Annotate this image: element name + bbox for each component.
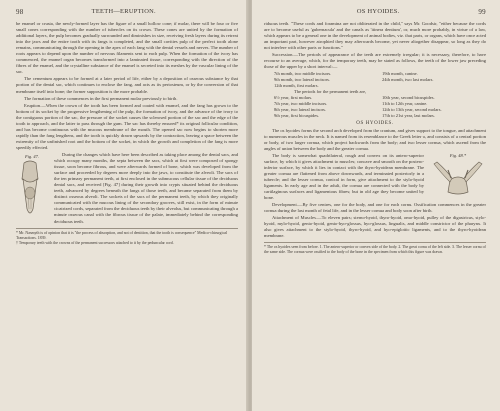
paragraph: be enamel or crusta, the newly-formed layer has the figure of a small hollow cone; if molar, there will be four or five small cones corresponding with the number of tubercles on its crown. These cones are united by the formation of additional layers, the pulp becomes gradually surrounded and diminishes in size, receiving fresh layers during its retreat into the jaws and the entire tooth with its fangs is completed, and the small cavities pulp of the perfect tooth alone remains, communicating through the opening in the apex of each fang with the dental vessels and nerves. The number of roots appears to depend upon the number of nervous filaments sent to each pulp. When the formation of the ivory has commenced, the enamel organ becomes transformed into a laminated tissue, corresponding with the direction of the fibres of the enamel, and the crystalline substance of the enamel is secreted into its meshes by the vascular lining of the sac.	[16, 21, 238, 75]
right-running-head: OS HYOIDES.	[356, 8, 400, 15]
left-running-head: TEETH—ERUPTION.	[91, 8, 156, 15]
figure-47	[16, 154, 48, 221]
paragraph: Succession.—The periods of appearance of the teeth are extremely irregular; it is necessary, therefore, to have recourse to an average, which, for the temporary teeth, may be stated as follows, the teeth of the lower jaw preceding those of the upper by a short interval:—	[264, 52, 486, 70]
period-cell: 19th month, canine.	[382, 71, 418, 77]
period-row	[274, 113, 486, 119]
period-cell: 11th to 12th year, canine.	[382, 100, 428, 106]
right-body-text	[264, 21, 486, 239]
paragraph: The body is somewhat quadrilateral, rough and convex on its antero-superior surface, by which it gives attachment to muscles; concave and smooth on the postero-inferior surface, by which it lies in contact with the thyro-hyoidean membrane. The greater cornua are flattened from above downwards, and terminated posteriorly in a tubercle; and the lesser cornua, conical in form, give attachment to the stylo-hyoid ligaments. In early age and in the adult, the cornua are connected with the body by cartilaginous surfaces and ligamentous fibres; but in old age they become united by bone.	[264, 152, 424, 201]
left-footnotes	[16, 228, 238, 246]
hyoid-bone-illustration	[430, 158, 486, 198]
paragraph: Eruption.—When the crown of the tooth has been formed and coated with enamel, and the fang has grown to the bottom of its socket by the progressive lengthening of the pulp, the formation of ivory, and the advance of the ivory to the contiguous portion of the sac, the pressure of the socket causes the sclerosed portion of the sac and the edge of the tooth to approach, and the latter to pass through the gum. The sac has thereby ensured* its original follicular condition, and has become continuous with the mucous membrane of the mouth. The opened sac now begins to shorten more rapidly than the fang lengthens, and the tooth is quickly drawn upwards by the contraction, leaving a space between the extremity of the unfinished root and the bottom of the socket, in which the growth and completion of the fang is more speedily effected.	[16, 102, 238, 150]
figure-47-label: Fig. 47.	[24, 153, 40, 159]
paragraph: Development.—By five centres, one for the body, and one for each cornu. Ossification commences in the greater cornua during the last month of fetal life, and in the lesser cornua and body soon after birth.	[264, 202, 486, 214]
paragraph: The formation of these commences in the first permanent molar previously to birth.	[24, 95, 178, 101]
right-page	[252, 0, 500, 411]
left-page	[0, 0, 248, 411]
period-cell: 17th to 21st year, last molars.	[382, 112, 435, 118]
left-running-header	[16, 8, 238, 16]
right-running-header	[264, 8, 486, 16]
period-cell: 7th month, two middle incisors.	[274, 71, 332, 77]
tooth-illustration	[16, 159, 44, 221]
period-cell: 9th month, two lateral incisors.	[274, 77, 330, 83]
figure-48-label: Fig. 48.*	[449, 152, 467, 158]
period-cell: 7th year, two middle incisors.	[274, 100, 328, 106]
footnote: † Temporary teeth with the crowns of the permanent successors attached to it by the peduncular cord.	[16, 240, 174, 245]
period-cell: 10th year, second bicuspides.	[382, 95, 435, 100]
period-cell: 12th month, first molars.	[274, 83, 319, 89]
right-footnote: * The os hyoides seen from before. 1. The antero-superior or convex side of the body. 2. The great cornu of the left side. 3. The lesser cornu of the same side. The cornua were ossified to the body of the bone in the specimen from which this figure was drawn.	[264, 242, 486, 255]
permanent-periods-intro: The periods for the permanent teeth are,	[294, 89, 367, 95]
period-cell: 12th to 13th year, second molars.	[382, 106, 442, 112]
temporary-teeth-periods	[274, 71, 486, 118]
right-page-number: 99	[478, 8, 486, 16]
footnote: * Mr. Nasmyth is of opinion that it is "the process of absorption, and not of dentition, that the tooth is consequence" Medico-chirurgical Transactions. 1839.	[16, 230, 228, 240]
paragraph: The cementum appears to be formed at a later period of life, either by a deposition of osseous substance by that portion of the dental sac, which continues to enclose the fang, and acts as its periosteum, or by the conversion of that membrane itself into bone; the former supposition is the more probable.	[16, 76, 238, 94]
period-cell: 8th year, two lateral incisors.	[274, 106, 327, 112]
period-cell: 24th month, two last molars.	[382, 77, 434, 83]
left-page-number: 98	[16, 8, 24, 16]
left-body-text	[16, 21, 238, 225]
period-cell: 6½ year, first molars.	[274, 95, 313, 100]
figure-48	[430, 153, 486, 198]
paragraph: During the changes which have here been described as taking place among the dental sacs, and which occupy many months, the septa between the sacs, which at first were composed of spongy tissue, soon become fibrous, and were afterwards formed of bone, which was developed from the surface and proceeded by degrees more deeply into the jaws, to constitute the alveoli. The sacs of the ten primary permanent teeth, at first enclosed in the submucous cellular tissue of the deciduous dental sacs, and received [Fig. 47] during their growth into crypts situated behind the deciduous teeth, advanced by degrees beneath the fangs of those teeth, and became separated from them by distinct osseous alveoli. The sockets of the sacs of the permanent teeth, by which they originally communicated with the mucous lining of the secondary grooves, still exist, in the form of minute cicatrized cords, separated from the deciduous teeth by their alveolus, but communicating through a minute osseous canal with the fibrous tissue of the palate, immediately behind the corresponding deciduous teeth.	[54, 151, 238, 224]
paragraph: Attachment of Muscles.—To eleven pairs; sterno-hyoid, thyro-hyoid, omo-hyoid, pulley of the digastricus, stylo-hyoid, mylo-hyoid, genio-hyoid, genio-hyo-glossus, hyo-glossus, lingualis, and middle constrictor of the pharynx. It also gives attachment to the stylo-hyoid, thyro-hyoid, and hyo-epiglottic ligaments, and to the thyro-hyoidean membrane.	[264, 215, 486, 239]
section-heading: OS HYOIDES.	[356, 120, 394, 126]
period-cell: 9th year, first bicuspides.	[274, 112, 320, 118]
paragraph: riduous teeth. "These cords and foramina are not obliterated in the child," says Mr. Goodsir, "either because the cords are to become useful as 'gubernacula' and the canals as 'itinera dentium', or, much more probably, in virtue of a law, which appears to be a general one in the development of animal bodies, viz. that parts, or organs, which have once acted an important part, however atrophied they may afterwards become, yet never altogether disappear, so long as they do not interfere with other parts or functions."	[264, 21, 486, 51]
paragraph: The os hyoides forms the second arch developed from the cranium, and gives support to the tongue, and attachment to numerous muscles in the neck. It is named from its resemblance to the Greek letter υ, and consists of a central portion or body, of two larger cornua, which project backwards from the body; and two lesser cornua, which ascend from the angles of union between the body and the greater cornua.	[264, 127, 486, 151]
